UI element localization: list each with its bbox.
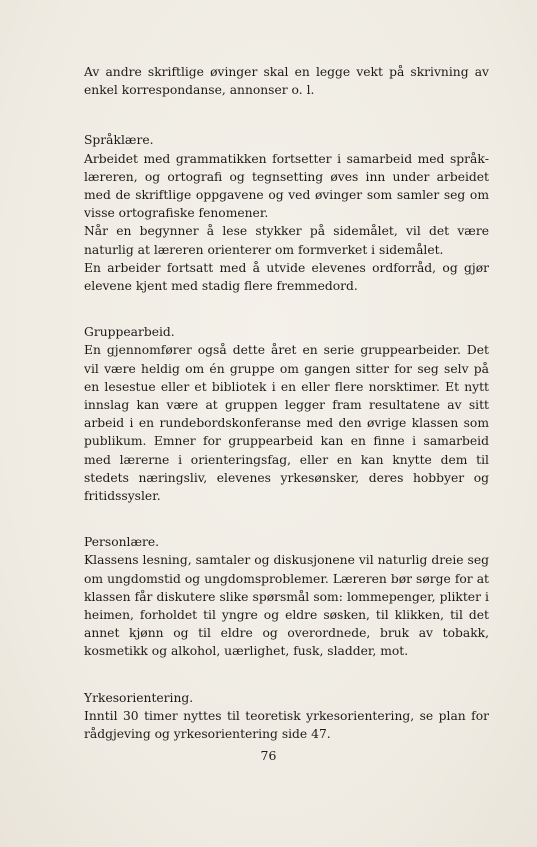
- section-spraklaere: [84, 131, 489, 295]
- section-personlaere: [84, 533, 489, 660]
- section-heading: Yrkesorientering.: [84, 690, 194, 705]
- section-gruppearbeid: [84, 323, 489, 505]
- paragraph: Inntil 30 timer nyttes til teoretisk yrkesorientering, se plan for rådgjeving og yrkesorientering side 47.: [84, 708, 489, 742]
- page-number: 76: [260, 748, 277, 763]
- paragraph: En arbeider fortsatt med å utvide elevenes ordforråd, og gjør elevene kjent med stadig flere fremmedord.: [84, 260, 489, 294]
- section-heading: Personlære.: [84, 535, 160, 550]
- paragraph: En gjennomfører også dette året en serie gruppearbeider. Det vil være heldig om én gruppe om gangen sitter for seg selv på en lesestue eller et bibliotek i en eller flere norsktimer. Et nytt innslag kan være at gruppen legger fram resultatene av sitt arbeid i en rundebordskonferanse med den øvrige klassen som publikum. Emner for gruppearbeid kan en finne i samarbeid med lærerne i orienteringsfag, eller en kan knytte dem til stedets næringsliv, elevenes yrkesønsker, deres hobbyer og fritidssysler.: [84, 343, 489, 504]
- paragraph: Klassens lesning, samtaler og diskusjonene vil naturlig dreie seg om ungdomstid og ungdomsproblemer. Læreren bør sørge for at klassen får diskutere slike spørsmål som: lommepenger, plikter i heimen, forholdet til yngre og eldre søsken, til klikken, til det annet kjønn og til eldre og overordnede, bruk av tobakk, kosmetikk og alkohol, uærlighet, fusk, sladder, mot.: [84, 553, 489, 659]
- intro-paragraph: Av andre skriftlige øvinger skal en legge vekt på skrivning av enkel korrespondanse, annonser o. l.: [84, 65, 489, 98]
- section-yrkesorientering: [84, 689, 489, 744]
- section-heading: Gruppearbeid.: [84, 325, 175, 340]
- section-heading: Språklære.: [84, 133, 154, 148]
- paragraph: Arbeidet med grammatikken fortsetter i samarbeid med språklæreren, og ortografi og tegnsetting øves inn under arbeidet med de skriftlige oppgavene og ved øvinger som samler seg om visse ortografiske fenomener.: [84, 151, 489, 221]
- body-text: [84, 63, 489, 743]
- paragraph: Når en begynner å lese stykker på sidemålet, vil det være naturlig at læreren orienterer om formverket i sidemålet.: [84, 224, 489, 257]
